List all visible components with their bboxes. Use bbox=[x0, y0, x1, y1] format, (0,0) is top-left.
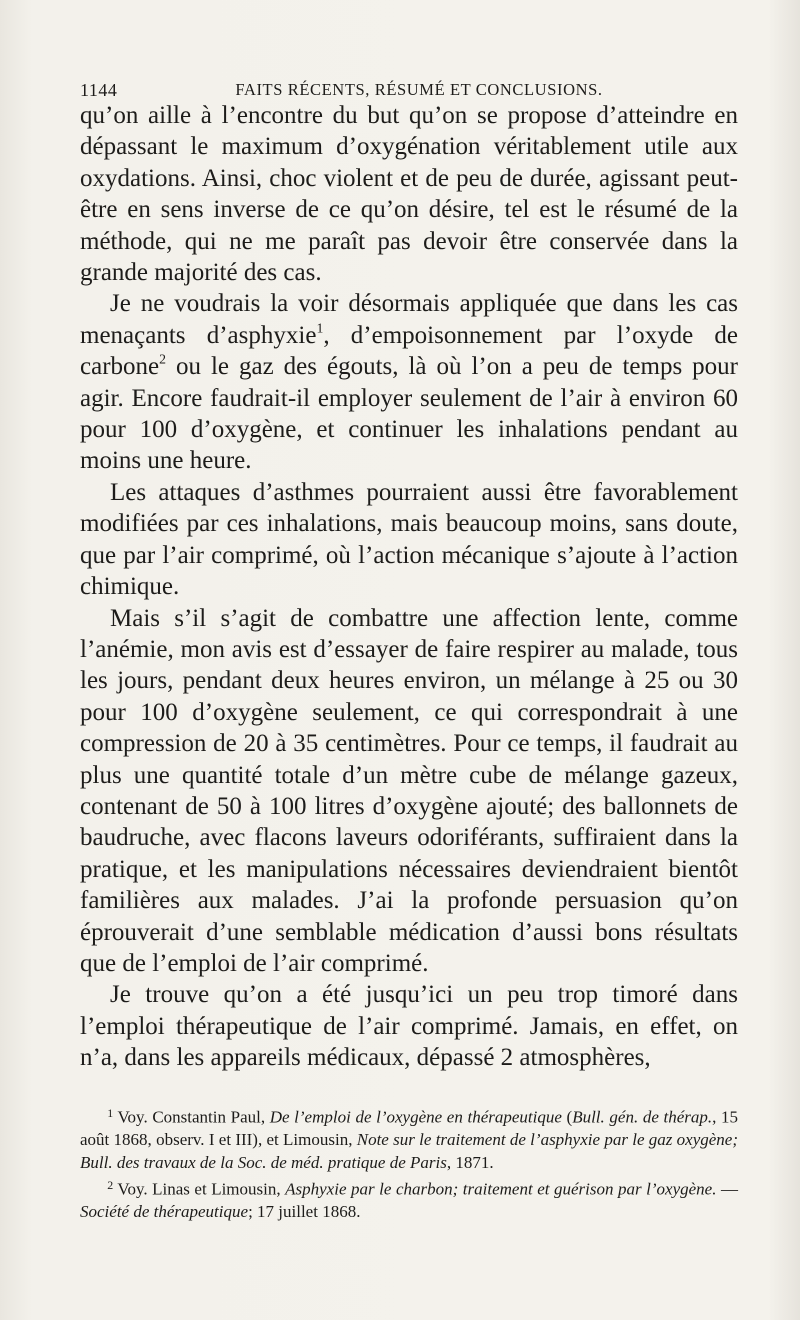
page-number: 1144 bbox=[80, 80, 118, 100]
paragraph-2-part-c: ou le gaz des égouts, là où l’on a peu de temps pour agir. Encore faudrait-il employer seulement de l’air à environ 60 pour 100 d’oxygène, et continuer les inhalations pendant au moins une heure. bbox=[80, 353, 738, 475]
footnote-1-title-1: De l’emploi de l’oxygène en thérapeutique bbox=[269, 1106, 562, 1126]
paragraph-5: Je trouve qu’on a été jusqu’ici un peu trop timoré dans l’emploi thérapeutique de l’air comprimé. Jamais, en effet, on n’a, dans les appareils médicaux, dépassé 2 atmosphères, bbox=[80, 981, 738, 1072]
footnote-2-mark: 2 bbox=[107, 1177, 114, 1192]
footnote-2-text-1: Voy. Linas et Limousin, bbox=[117, 1179, 286, 1199]
footnote-2-text-2: — bbox=[716, 1179, 738, 1199]
paragraph-3: Les attaques d’asthmes pourraient aussi être favorablement modifiées par ces inhalations, mais beaucoup moins, sans doute, que par l’air comprimé, où l’action mécanique s’ajoute à l’action chimique. bbox=[80, 478, 738, 601]
footnote-1-mark: 1 bbox=[107, 1105, 114, 1120]
footnote-1-journal: Bull. gén. de thérap. bbox=[572, 1106, 713, 1126]
footnote-1-text-4: , 1871. bbox=[446, 1152, 494, 1172]
running-title: FAITS RÉCENTS, RÉSUMÉ ET CONCLUSIONS. bbox=[235, 80, 603, 99]
footnote-1-text-3: , 15 août 1868, observ. I et III), et Limousin, bbox=[80, 1106, 739, 1149]
footnote-1 bbox=[80, 1102, 738, 1174]
paragraph-2-part-b: , d’empoisonnement par l’oxyde de carbone bbox=[80, 321, 738, 381]
paragraph-4: Mais s’il s’agit de combattre une affection lente, comme l’anémie, mon avis est d’essayer de faire respirer au malade, tous les jours, pendant deux heures environ, un mélange à 25 ou 30 pour 100 d’oxygène seulement, ce qui correspondrait à une compression de 20 à 35 centimètres. Pour ce temps, il faudrait au plus une quantité totale d’un mètre cube de mélange gazeux, contenant de 50 à 100 litres d’oxygène ajouté; des ballonnets de baudruche, avec flacons laveurs odoriférants, suffiraient dans la pratique, et les manipulations nécessaires deviendraient bientôt familières aux malades. J’ai la profonde persuasion qu’on éprouverait d’une semblable médication d’aussi bons résultats que de l’emploi de l’air comprimé. bbox=[80, 604, 738, 977]
running-head bbox=[80, 70, 738, 106]
footnotes bbox=[80, 1102, 738, 1224]
footnote-1-text-1: Voy. Constantin Paul, bbox=[117, 1106, 270, 1126]
footnote-2 bbox=[80, 1174, 738, 1223]
footnote-ref-1[interactable]: 1 bbox=[316, 320, 324, 336]
body-text bbox=[80, 100, 738, 1074]
footnote-2-text-3: ; 17 juillet 1868. bbox=[248, 1202, 361, 1222]
paragraph-1: qu’on aille à l’encontre du but qu’on se propose d’atteindre en dépassant le maximum d’oxygénation véritablement utile aux oxydations. Ainsi, choc violent et de peu de durée, agissant peut-être en sens inverse de ce qu’on désire, tel est le résumé de la méthode, qui ne me paraît pas devoir être conservée dans la grande majorité des cas. bbox=[80, 102, 738, 287]
footnote-ref-2[interactable]: 2 bbox=[159, 351, 166, 367]
paragraph-2-part-a: Je ne voudrais la voir désormais appliquée que dans les cas menaçants d’asphyxie bbox=[80, 290, 738, 349]
footnote-1-text-2: ( bbox=[561, 1106, 573, 1126]
footnote-2-title-1: Asphyxie par le charbon; traitement et guérison par l’oxygène. bbox=[285, 1179, 717, 1199]
footnote-1-title-2: Note sur le traitement de l’asphyxie par le gaz oxygène; Bull. des travaux de la Soc. de méd. pratique de Paris bbox=[80, 1129, 739, 1172]
footnote-2-society: Société de thérapeutique bbox=[80, 1202, 249, 1222]
paragraph-2 bbox=[80, 288, 738, 476]
